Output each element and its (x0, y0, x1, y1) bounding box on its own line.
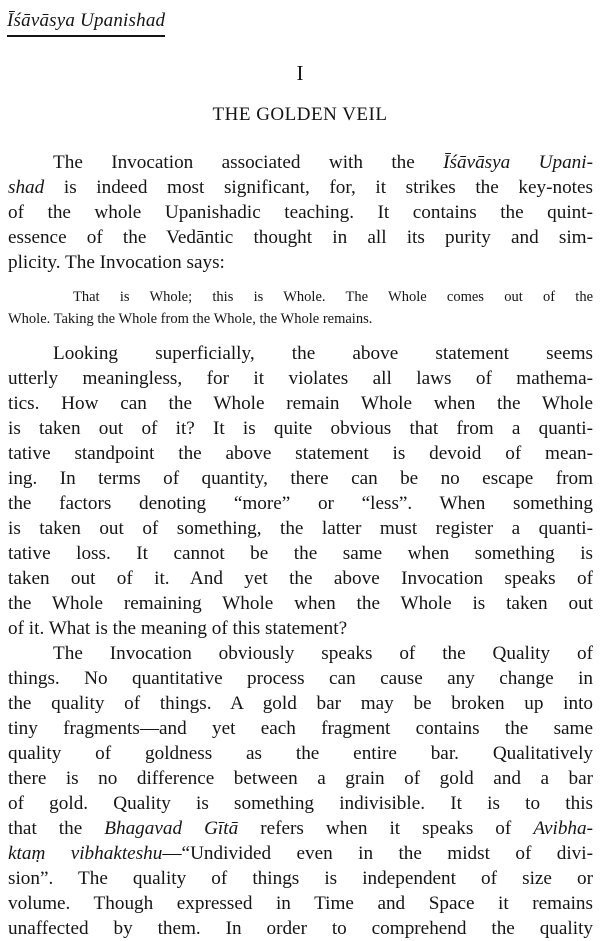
text-line: Looking superficially, the above statement seems (53, 343, 593, 364)
text-line: the quality of things. A gold bar may be broken up into (8, 693, 593, 714)
italic-title: shad (8, 177, 45, 198)
invocation-quote (8, 286, 593, 330)
text-line: quality of goldness as the entire bar. Qualitatively (8, 743, 593, 764)
text-line: tative standpoint the above statement is devoid of mean- (8, 443, 593, 464)
text-line: of the whole Upanishadic teaching. It contains the quint- (8, 202, 593, 223)
text-line: things. No quantitative process can cause any change in (8, 668, 593, 689)
text-line: unaffected by them. In order to comprehend the quality (8, 918, 593, 939)
paragraph-invocation-intro (8, 150, 593, 275)
text-run: that the (8, 818, 105, 839)
text-line: tiny fragments—and yet each fragment contains the same (8, 718, 593, 739)
text-line (8, 816, 593, 841)
text-line: taken out of it. And yet the above Invocation speaks of (8, 568, 593, 589)
text-line: utterly meaningless, for it violates all laws of mathema- (8, 368, 593, 389)
text-line: the factors denoting “more” or “less”. When something (8, 493, 593, 514)
text-line: essence of the Vedāntic thought in all its purity and sim- (8, 227, 593, 248)
text-line: plicity. The Invocation says: (8, 252, 225, 273)
text-run: —“Undivided even in the midst of divi- (162, 843, 593, 864)
quote-line: Whole. Taking the Whole from the Whole, the Whole remains. (8, 311, 373, 327)
text-line: tative loss. It cannot be the same when something is (8, 543, 593, 564)
italic-term: ktaṃ vibhakteshu (8, 843, 163, 864)
text-run: refers when it speaks of (238, 818, 534, 839)
italic-title: Īśāvāsya Upani- (443, 152, 593, 173)
text-run: is indeed most significant, for, it strikes the key-notes (44, 177, 593, 198)
text-line: The Invocation obviously speaks of the Quality of (53, 643, 593, 664)
text-line: tics. How can the Whole remain Whole when the Whole (8, 393, 593, 414)
text-line: ing. In terms of quantity, there can be no escape from (8, 468, 593, 489)
text-line (8, 150, 593, 175)
chapter-number: I (296, 61, 304, 85)
text-line: sion”. The quality of things is independent of size or (8, 868, 593, 889)
paragraph-analysis (8, 341, 593, 941)
text-line: there is no difference between a grain of gold and a bar (8, 768, 593, 789)
text-line: of gold. Quality is something indivisible. It is to this (8, 793, 593, 814)
text-line: the Whole remaining Whole when the Whole is taken out (8, 593, 593, 614)
text-line: of it. What is the meaning of this statement? (8, 618, 348, 639)
text-run: The Invocation associated with the (53, 152, 444, 173)
quote-line: That is Whole; this is Whole. The Whole comes out of the (73, 289, 593, 305)
text-line (8, 175, 593, 200)
text-line: is taken out of something, the latter must register a quanti- (8, 518, 593, 539)
chapter-title: THE GOLDEN VEIL (212, 104, 388, 125)
text-line: is taken out of it? It is quite obvious that from a quanti- (8, 418, 593, 439)
running-head: Īśāvāsya Upanishad (7, 10, 165, 37)
italic-term: Avibha- (533, 818, 593, 839)
text-line: volume. Though expressed in Time and Space it remains (8, 893, 593, 914)
italic-title: Bhagavad Gītā (104, 818, 239, 839)
text-line (8, 841, 593, 866)
